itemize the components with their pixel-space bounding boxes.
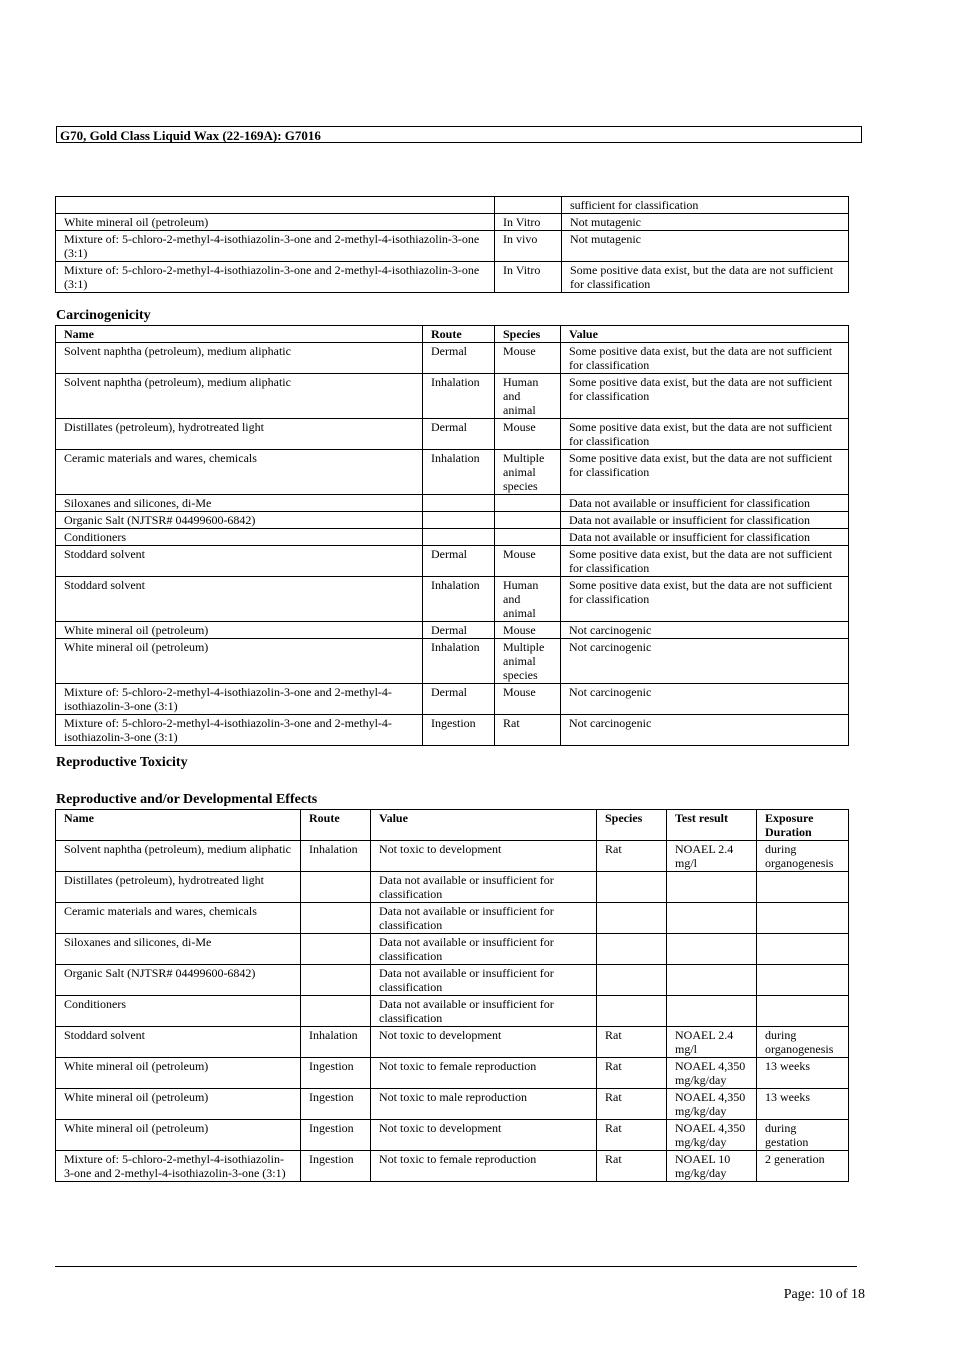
name-cell: Siloxanes and silicones, di-Me [56,495,423,512]
table-row [56,577,849,622]
name-cell: Ceramic materials and wares, chemicals [56,450,423,495]
reproductive-toxicity-title: Reproductive Toxicity [56,755,188,770]
column-header-route: Route [301,810,371,841]
exposure-cell [757,996,849,1027]
route-cell: Dermal [423,684,495,715]
name-cell: Stoddard solvent [56,1027,301,1058]
value-cell: Some positive data exist, but the data are not sufficient for classification [561,546,849,577]
name-cell: White mineral oil (petroleum) [56,214,495,231]
test-result-cell: NOAEL 2.4 mg/l [667,841,757,872]
reproductive-effects-subtitle: Reproductive and/or Developmental Effects [56,792,318,807]
name-cell: Conditioners [56,529,423,546]
species-cell: Multiple animal species [495,450,561,495]
route-cell [301,965,371,996]
species-cell: Rat [597,1058,667,1089]
table-row [56,419,849,450]
exposure-cell: during gestation [757,1120,849,1151]
table-row [56,965,849,996]
value-cell: Some positive data exist, but the data are not sufficient for classification [561,450,849,495]
table-row [56,639,849,684]
table-row [56,450,849,495]
table-row [56,715,849,746]
species-cell [597,903,667,934]
value-cell: Not mutagenic [562,214,849,231]
table-row [56,231,849,262]
route-cell: Inhalation [423,450,495,495]
value-cell: Some positive data exist, but the data are not sufficient for classification [561,577,849,622]
exposure-cell [757,903,849,934]
value-cell: Not mutagenic [562,231,849,262]
route-cell [301,903,371,934]
name-cell: Mixture of: 5-chloro-2-methyl-4-isothiazolin-3-one and 2-methyl-4-isothiazolin-3-one (3:1) [56,684,423,715]
route-cell: In Vitro [495,214,562,231]
exposure-cell: during organogenesis [757,1027,849,1058]
value-cell: Data not available or insufficient for classification [561,495,849,512]
value-cell: Not toxic to development [371,841,597,872]
name-cell: White mineral oil (petroleum) [56,639,423,684]
route-cell [301,934,371,965]
route-cell: Ingestion [301,1120,371,1151]
species-cell: Rat [495,715,561,746]
species-cell: Rat [597,1151,667,1182]
table-row [56,374,849,419]
value-cell: Some positive data exist, but the data are not sufficient for classification [561,374,849,419]
value-cell: Some positive data exist, but the data are not sufficient for classification [562,262,849,293]
column-header-exposure-duration: Exposure Duration [757,810,849,841]
value-cell: Data not available or insufficient for classification [561,529,849,546]
value-cell: Data not available or insufficient for classification [371,996,597,1027]
table-row [56,546,849,577]
table-row [56,622,849,639]
test-result-cell: NOAEL 4,350 mg/kg/day [667,1120,757,1151]
test-result-cell: NOAEL 2.4 mg/l [667,1027,757,1058]
name-cell: Conditioners [56,996,301,1027]
species-cell: Human and animal [495,374,561,419]
route-cell: Inhalation [301,1027,371,1058]
value-cell: Not toxic to female reproduction [371,1058,597,1089]
species-cell [597,996,667,1027]
value-cell: Not carcinogenic [561,684,849,715]
header-row [56,810,849,841]
route-cell [423,495,495,512]
species-cell: Rat [597,841,667,872]
test-result-cell [667,996,757,1027]
route-cell: Dermal [423,546,495,577]
route-cell [423,529,495,546]
table-row [56,841,849,872]
route-cell: In Vitro [495,262,562,293]
name-cell: Stoddard solvent [56,577,423,622]
name-cell: Solvent naphtha (petroleum), medium aliphatic [56,374,423,419]
route-cell: Ingestion [301,1089,371,1120]
species-cell: Human and animal [495,577,561,622]
table-row [56,512,849,529]
species-cell [597,872,667,903]
route-cell: Dermal [423,622,495,639]
species-cell [495,495,561,512]
route-cell [301,996,371,1027]
page-number: Page: 10 of 18 [783,1287,865,1302]
carcinogenicity-title: Carcinogenicity [56,308,151,323]
exposure-cell: 2 generation [757,1151,849,1182]
footer-divider [55,1266,857,1267]
test-result-cell: NOAEL 10 mg/kg/day [667,1151,757,1182]
name-cell: Mixture of: 5-chloro-2-methyl-4-isothiazolin-3-one and 2-methyl-4-isothiazolin-3-one (3:1) [56,231,495,262]
column-header-species: Species [597,810,667,841]
route-cell [301,872,371,903]
route-cell: Inhalation [423,639,495,684]
table-row [56,934,849,965]
column-header-value: Value [371,810,597,841]
route-cell: Inhalation [423,374,495,419]
table-row [56,1120,849,1151]
name-cell: Distillates (petroleum), hydrotreated light [56,419,423,450]
document-header: G70, Gold Class Liquid Wax (22-169A): G7016 [56,126,862,143]
table-row [56,529,849,546]
table-row [56,1089,849,1120]
species-cell: Mouse [495,343,561,374]
name-cell: White mineral oil (petroleum) [56,1058,301,1089]
exposure-cell [757,934,849,965]
table-row [56,903,849,934]
column-header-test-result: Test result [667,810,757,841]
name-cell: Mixture of: 5-chloro-2-methyl-4-isothiazolin-3-one and 2-methyl-4-isothiazolin-3-one (3:1) [56,262,495,293]
reproductive-effects-table [55,809,849,1182]
route-cell: Dermal [423,343,495,374]
value-cell: Some positive data exist, but the data are not sufficient for classification [561,343,849,374]
carcinogenicity-table [55,325,849,746]
value-cell: Data not available or insufficient for classification [371,934,597,965]
table-row [56,262,849,293]
column-header-name: Name [56,810,301,841]
species-cell: Mouse [495,419,561,450]
name-cell: Mixture of: 5-chloro-2-methyl-4-isothiazolin-3-one and 2-methyl-4-isothiazolin-3-one (3:1) [56,1151,301,1182]
name-cell: Ceramic materials and wares, chemicals [56,903,301,934]
table-row [56,495,849,512]
route-cell [423,512,495,529]
table-row [56,343,849,374]
name-cell [56,197,495,214]
table-row [56,996,849,1027]
route-cell: Ingestion [301,1151,371,1182]
route-cell: Inhalation [423,577,495,622]
table-row [56,1058,849,1089]
name-cell: Siloxanes and silicones, di-Me [56,934,301,965]
name-cell: Organic Salt (NJTSR# 04499600-6842) [56,512,423,529]
table-row [56,197,849,214]
species-cell [495,529,561,546]
table-row [56,214,849,231]
column-header-value: Value [561,326,849,343]
exposure-cell: 13 weeks [757,1058,849,1089]
value-cell: Not carcinogenic [561,639,849,684]
species-cell: Rat [597,1089,667,1120]
value-cell: Data not available or insufficient for classification [561,512,849,529]
species-cell [597,934,667,965]
exposure-cell: 13 weeks [757,1089,849,1120]
test-result-cell [667,872,757,903]
table-row [56,1027,849,1058]
species-cell: Mouse [495,546,561,577]
table-row [56,872,849,903]
table-row [56,1151,849,1182]
route-cell: Ingestion [423,715,495,746]
value-cell: Not toxic to development [371,1120,597,1151]
species-cell: Multiple animal species [495,639,561,684]
name-cell: White mineral oil (petroleum) [56,1120,301,1151]
name-cell: Distillates (petroleum), hydrotreated light [56,872,301,903]
test-result-cell: NOAEL 4,350 mg/kg/day [667,1089,757,1120]
species-cell [495,512,561,529]
value-cell: Not carcinogenic [561,622,849,639]
column-header-name: Name [56,326,423,343]
exposure-cell: during organogenesis [757,841,849,872]
value-cell: Some positive data exist, but the data are not sufficient for classification [561,419,849,450]
route-cell: Dermal [423,419,495,450]
route-cell [495,197,562,214]
species-cell: Rat [597,1027,667,1058]
value-cell: Data not available or insufficient for classification [371,965,597,996]
name-cell: Stoddard solvent [56,546,423,577]
name-cell: White mineral oil (petroleum) [56,1089,301,1120]
value-cell: Data not available or insufficient for classification [371,903,597,934]
value-cell: Not toxic to development [371,1027,597,1058]
species-cell: Rat [597,1120,667,1151]
column-header-route: Route [423,326,495,343]
species-cell: Mouse [495,622,561,639]
value-cell: Not toxic to female reproduction [371,1151,597,1182]
test-result-cell [667,903,757,934]
genotoxicity-table [55,196,849,293]
route-cell: Inhalation [301,841,371,872]
test-result-cell [667,965,757,996]
value-cell: sufficient for classification [562,197,849,214]
species-cell: Mouse [495,684,561,715]
exposure-cell [757,872,849,903]
route-cell: In vivo [495,231,562,262]
name-cell: White mineral oil (petroleum) [56,622,423,639]
name-cell: Organic Salt (NJTSR# 04499600-6842) [56,965,301,996]
header-row [56,326,849,343]
name-cell: Solvent naphtha (petroleum), medium aliphatic [56,841,301,872]
value-cell: Not carcinogenic [561,715,849,746]
species-cell [597,965,667,996]
route-cell: Ingestion [301,1058,371,1089]
name-cell: Mixture of: 5-chloro-2-methyl-4-isothiazolin-3-one and 2-methyl-4-isothiazolin-3-one (3:1) [56,715,423,746]
column-header-species: Species [495,326,561,343]
exposure-cell [757,965,849,996]
table-row [56,684,849,715]
test-result-cell: NOAEL 4,350 mg/kg/day [667,1058,757,1089]
value-cell: Data not available or insufficient for classification [371,872,597,903]
value-cell: Not toxic to male reproduction [371,1089,597,1120]
name-cell: Solvent naphtha (petroleum), medium aliphatic [56,343,423,374]
test-result-cell [667,934,757,965]
